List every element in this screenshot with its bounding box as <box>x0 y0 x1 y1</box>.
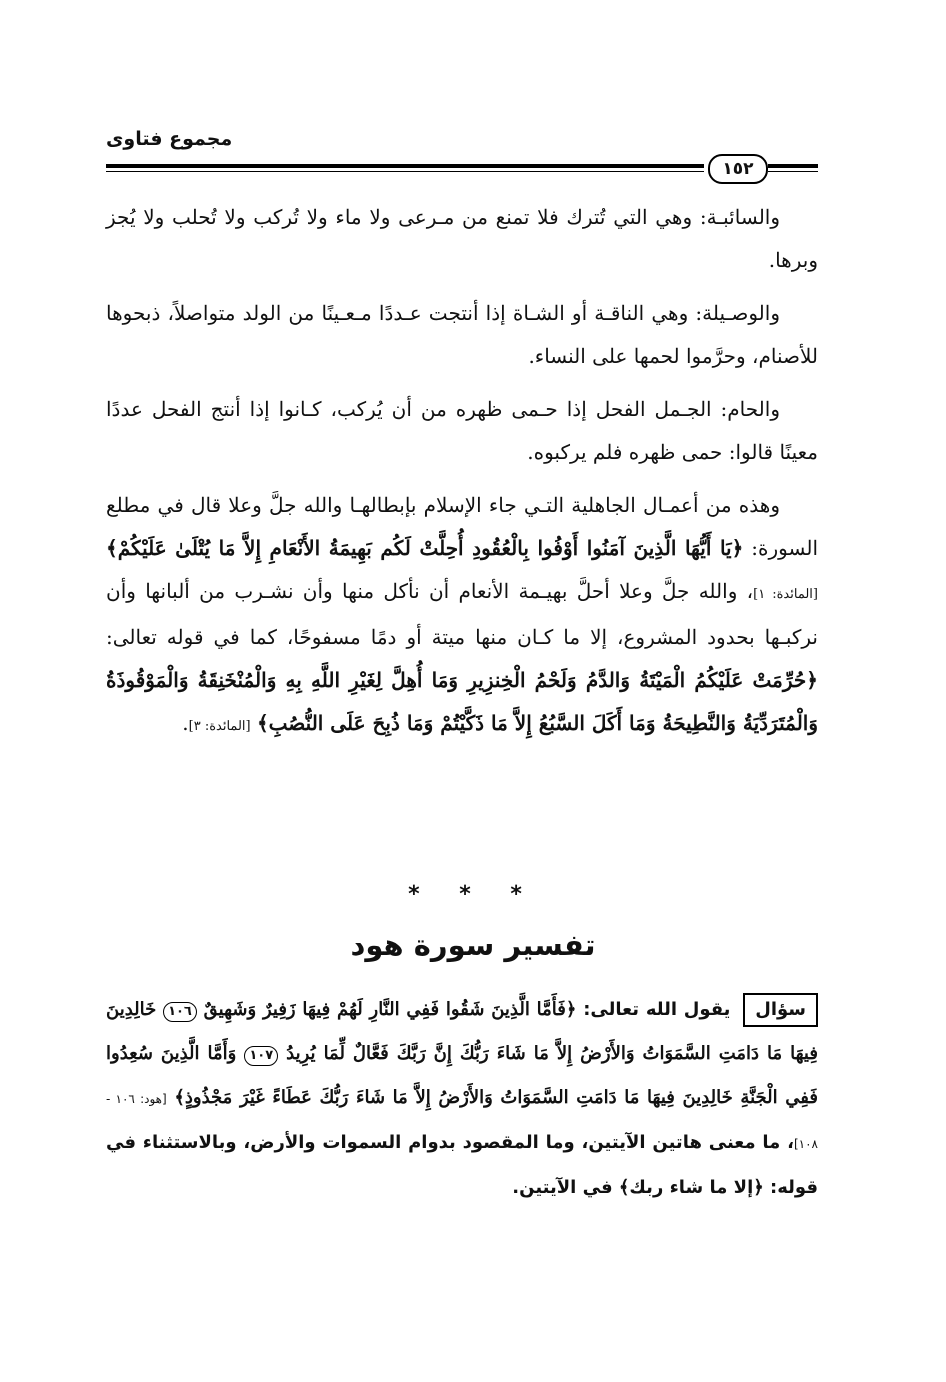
paragraph-wasilah: والوصـيلة: وهي الناقـة أو الشـاة إذا أنتجت عـددًا مـعـينًا من الولد متواصلاً، ذبحوها للأصنام، وحرَّموا لحمها على النساء. <box>106 301 818 368</box>
question-text: ، ما معنى هاتين الآيتين، وما المقصود بدوام السموات والأرض، وبالاستثناء في قوله: ﴿إلا ما شاء ربك﴾ في الآيتين. <box>106 1132 818 1198</box>
header-rule-thin <box>106 171 704 172</box>
quran-verse: ﴿يَا أَيُّهَا الَّذِينَ آمَنُوا أَوْفُوا بِالْعُقُودِ أُحِلَّتْ لَكُم بَهِيمَةُ الأَنْعَامِ إِلاَّ مَا يُتْلَىٰ عَلَيْكُمْ﴾ <box>106 536 744 560</box>
quran-verse: خَالِدِينَ فِيهَا مَا دَامَتِ السَّمَوَاتُ وَالأَرْضُ إِلاَّ مَا شَاءَ رَبُّكَ إِنَّ رَبَّكَ فَعَّالٌ لِّمَا يُرِيدُ <box>106 999 818 1064</box>
paragraph-saibah: والسائبـة: وهي التي تُترك فلا تمنع من مـرعى ولا ماء ولا تُركب ولا تُحلب ولا يُجز وبرها. <box>106 205 818 272</box>
verse-reference: [هود: ١٠٦ - ١٠٨] <box>106 1092 818 1151</box>
question-intro: يقول الله تعالى: <box>583 999 731 1020</box>
ayah-number-marker: ١٠٦ <box>163 1002 197 1022</box>
page-number: ١٥٢ <box>708 154 768 184</box>
running-header <box>106 128 818 179</box>
quran-verse: ﴿فَأَمَّا الَّذِينَ شَقُوا فَفِي النَّارِ لَهُمْ فِيهَا زَفِيرٌ وَشَهِيقٌ <box>203 999 577 1020</box>
section-title: تفسير سورة هود <box>350 928 596 962</box>
question-label: سؤال <box>743 993 818 1027</box>
verse-reference: [المائدة: ٣] <box>188 719 251 734</box>
quran-verse: ﴿حُرِّمَتْ عَلَيْكُمُ الْمَيْتَةُ وَالدَّمُ وَلَحْمُ الْخِنزِيرِ وَمَا أُهِلَّ لِغَيْرِ اللَّهِ بِهِ وَالْمُنْخَنِقَةُ وَالْمَوْقُوذَةُ وَالْمُتَرَدِّيَةُ وَالنَّطِيحَةُ وَمَا أَكَلَ السَّبُعُ إِلاَّ مَا ذَكَّيْتُمْ وَمَا ذُبِحَ عَلَى النُّصُبِ﴾ <box>106 668 818 735</box>
verse-reference: [المائدة: ١] <box>753 587 818 602</box>
book-title: مجموع فتاوى <box>106 128 233 150</box>
paragraph-text: ، والله جلَّ وعلا أحلَّ بهيـمة الأنعام أن نأكل منها وأن نشـرب من ألبانها وأن نركبـها بحدود المشروع، إلا ما كـان منها ميتة أو دمًا مسفوحًا، كما في قوله تعالى: <box>106 579 818 649</box>
header-rule-right-thin <box>768 171 818 172</box>
paragraph-jahiliyyah <box>106 484 818 748</box>
paragraph-ham: والحام: الجـمل الفحل إذا حـمى ظهره من أن يُركب، كـانوا إذا أنتج الفحل عددًا معينًا قالوا: حمى ظهره فلم يركبوه. <box>106 397 818 464</box>
quran-verse: وَأَمَّا الَّذِينَ سُعِدُوا فَفِي الْجَنَّةِ خَالِدِينَ فِيهَا مَا دَامَتِ السَّمَوَاتُ وَالأَرْضُ إِلاَّ مَا شَاءَ رَبُّكَ عَطَاءً غَيْرَ مَجْذُوذٍ﴾ <box>106 1043 818 1108</box>
question-block <box>106 988 818 1210</box>
section-separator: * * * <box>408 882 538 907</box>
ayah-number-marker: ١٠٧ <box>244 1046 278 1066</box>
paragraph-text: وهذه من أعمـال الجاهلية التـي جاء الإسلام بإبطالهـا والله جلَّ وعلا قال في مطلع السورة: <box>106 493 818 560</box>
main-text <box>106 196 818 758</box>
header-rule-right-thick <box>768 164 818 168</box>
header-rule-thick <box>106 164 704 168</box>
paragraph-end: . <box>182 711 189 735</box>
